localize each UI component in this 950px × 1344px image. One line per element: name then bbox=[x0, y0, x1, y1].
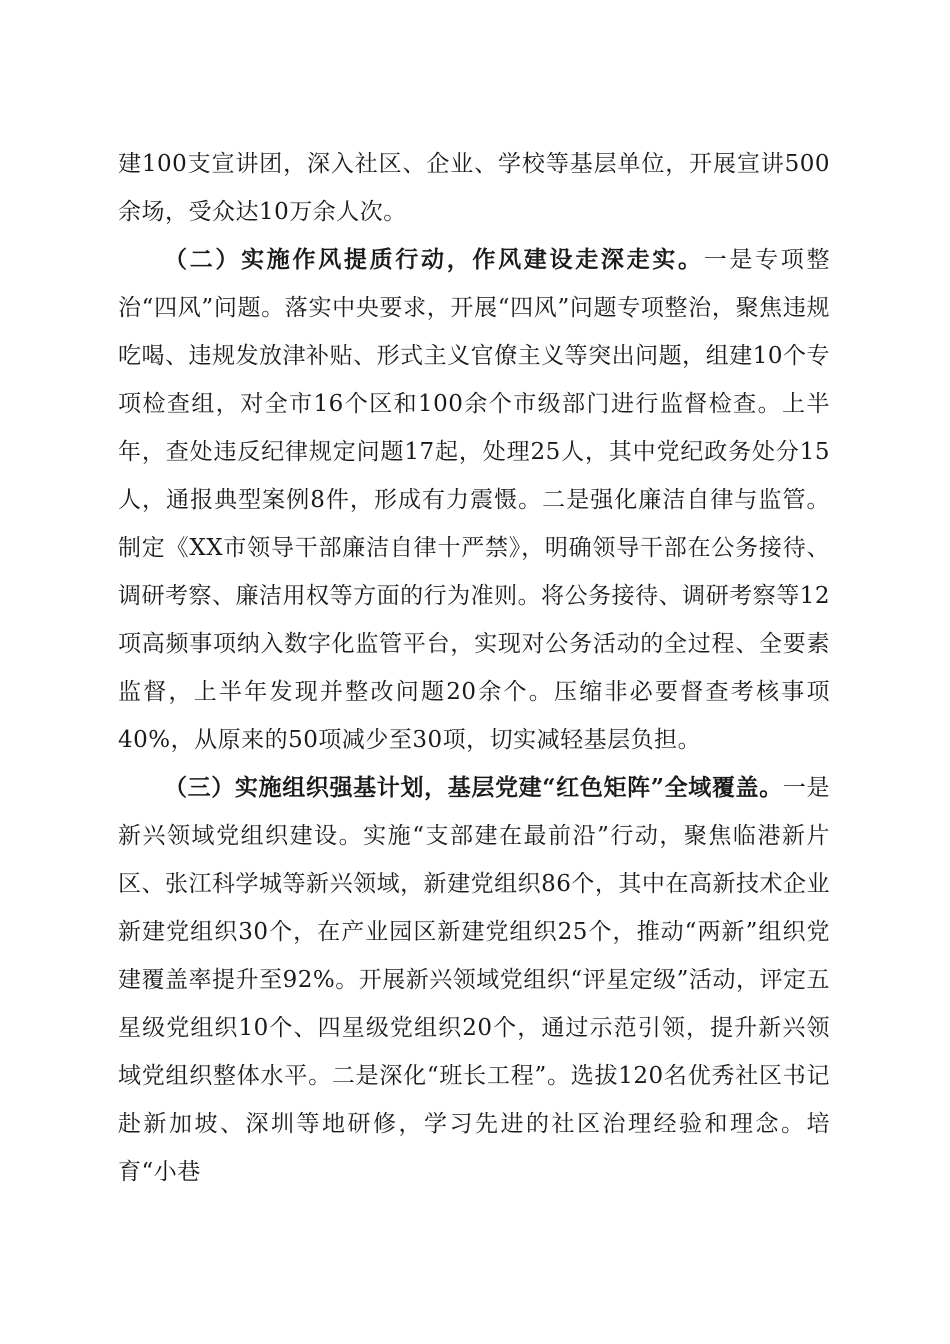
paragraph-text: 建100支宣讲团，深入社区、企业、学校等基层单位，开展宣讲500余场，受众达10万余人次。 bbox=[118, 151, 830, 225]
paragraph-text: 一是新兴领域党组织建设。实施“支部建在最前沿”行动，聚焦临港新片区、张江科学城等新兴领域，新建党组织86个，其中在高新技术企业新建党组织30个，在产业园区新建党组织25个，推动“两新”组织党建覆盖率提升至92%。开展新兴领域党组织“评星定级”活动，评定五星级党组织10个、四星级党组织20个，通过示范引领，提升新兴领域党组织整体水平。二是深化“班长工程”。选拔120名优秀社区书记赴新加坡、深圳等地研修，学习先进的社区治理经验和理念。培育“小巷 bbox=[118, 775, 831, 1185]
paragraph-section-two bbox=[118, 236, 830, 764]
section-heading-three: （三）实施组织强基计划，基层党建“红色矩阵”全域覆盖。 bbox=[164, 774, 783, 801]
paragraph-text: 一是专项整治“四风”问题。落实中央要求，开展“四风”问题专项整治，聚焦违规吃喝、违规发放津补贴、形式主义官僚主义等突出问题，组建10个专项检查组，对全市16个区和100余个市级部门进行监督检查。上半年，查处违反纪律规定问题17起，处理25人，其中党纪政务处分15人，通报典型案例8件，形成有力震慑。二是强化廉洁自律与监管。制定《XX市领导干部廉洁自律十严禁》，明确领导干部在公务接待、调研考察、廉洁用权等方面的行为准则。将公务接待、调研考察等12项高频事项纳入数字化监管平台，实现对公务活动的全过程、全要素监督，上半年发现并整改问题20余个。压缩非必要督查考核事项40%，从原来的50项减少至30项，切实减轻基层负担。 bbox=[118, 247, 831, 753]
section-heading-two: （二）实施作风提质行动，作风建设走深走实。 bbox=[164, 246, 704, 273]
document-body bbox=[118, 140, 830, 1196]
paragraph-section-three bbox=[118, 764, 830, 1196]
paragraph-continuation bbox=[118, 140, 830, 236]
